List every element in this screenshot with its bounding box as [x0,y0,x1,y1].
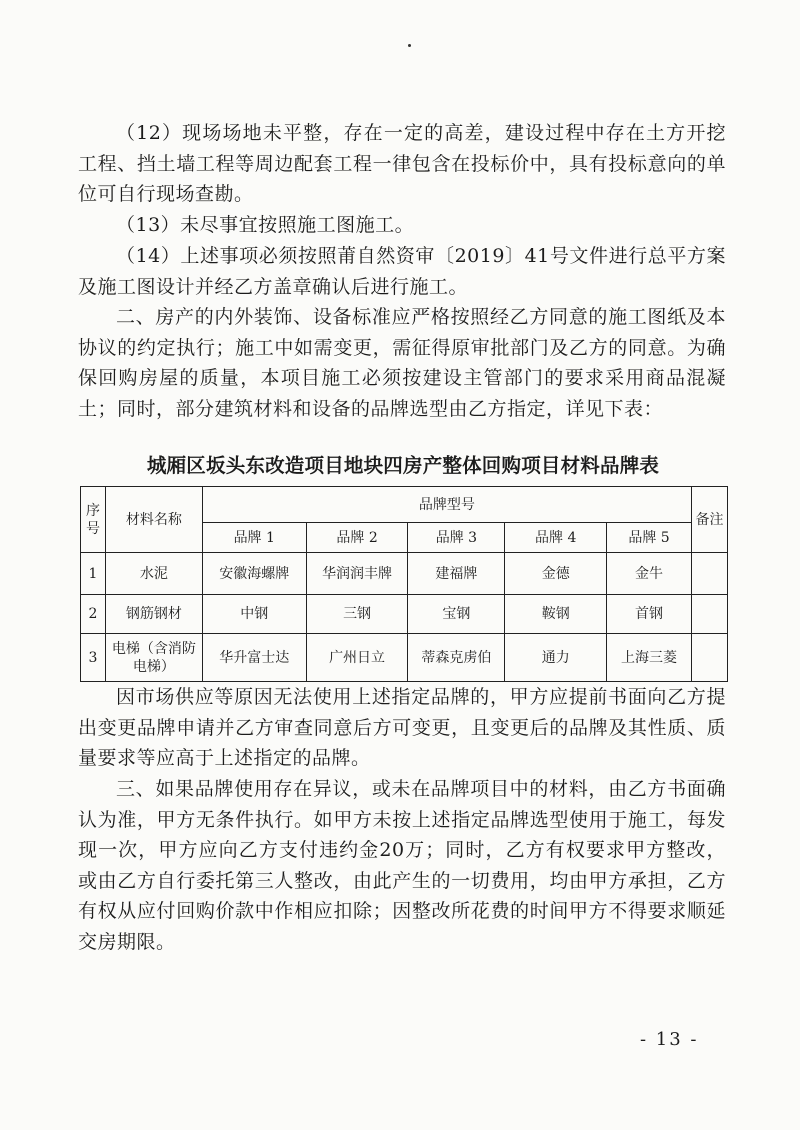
clause-14: （14）上述事项必须按照莆自然资审〔2019〕41号文件进行总平方案及施工图设计并经乙方盖章确认后进行施工。 [78,245,726,298]
header-seq: 序号 [81,487,106,553]
table-row [81,595,728,634]
row-material: 水泥 [105,553,202,595]
page-number: - 13 - [640,1029,699,1050]
header-brand-group: 品牌型号 [202,487,691,523]
row-brand: 金德 [505,553,607,595]
table-row [81,553,728,595]
row-remark [691,634,727,682]
row-brand: 中钢 [202,595,306,634]
row-brand: 宝钢 [408,595,505,634]
header-brand-4: 品牌 4 [505,523,607,553]
row-brand: 通力 [505,634,607,682]
row-seq: 2 [81,595,106,634]
row-brand: 蒂森克虏伯 [408,634,505,682]
header-material: 材料名称 [105,487,202,553]
row-seq: 1 [81,553,106,595]
table-row [81,634,728,682]
section-three: 三、如果品牌使用存在异议，或未在品牌项目中的材料，由乙方书面确认为准，甲方无条件执行。如甲方未按上述指定品牌选型使用于施工，每发现一次，甲方应向乙方支付违约金20万；同时，乙方有权要求甲方整改，或由乙方自行委托第三人整改，由此产生的一切费用，均由甲方承担，乙方有权从应付回购价款中作相应扣除；因整改所花费的时间甲方不得要求顺延交房期限。 [78,778,726,953]
table-title: 城厢区坂头东改造项目地块四房产整体回购项目材料品牌表 [146,454,660,477]
clause-12: （12）现场场地未平整，存在一定的高差，建设过程中存在土方开挖工程、挡土墙工程等周边配套工程一律包含在投标价中，具有投标意向的单位可自行现场查勘。 [78,122,726,205]
row-remark [691,553,727,595]
row-material: 电梯（含消防电梯） [105,634,202,682]
scan-speck [408,44,411,47]
row-brand: 首钢 [607,595,692,634]
row-brand: 安徽海螺牌 [202,553,306,595]
row-brand: 上海三菱 [607,634,692,682]
row-material: 钢筋钢材 [105,595,202,634]
row-remark [691,595,727,634]
header-brand-2: 品牌 2 [306,523,408,553]
row-brand: 金牛 [607,553,692,595]
row-brand: 鞍钢 [505,595,607,634]
header-brand-1: 品牌 1 [202,523,306,553]
row-brand: 建福牌 [408,553,505,595]
section-two: 二、房产的内外装饰、设备标准应严格按照经乙方同意的施工图纸及本协议的约定执行；施工中如需变更，需征得原审批部门及乙方的同意。为确保回购房屋的质量，本项目施工必须按建设主管部门的要求采用商品混凝土；同时，部分建筑材料和设备的品牌选型由乙方指定，详见下表： [78,306,726,420]
clause-13: （13）未尽事宜按照施工图施工。 [116,214,415,236]
brand-table [80,486,728,682]
substitution-clause: 因市场供应等原因无法使用上述指定品牌的，甲方应提前书面向乙方提出变更品牌申请并乙方审查同意后方可变更，且变更后的品牌及其性质、质量要求等应高于上述指定的品牌。 [78,686,726,769]
row-brand: 三钢 [306,595,408,634]
header-brand-5: 品牌 5 [607,523,692,553]
row-brand: 华润润丰牌 [306,553,408,595]
row-brand: 广州日立 [306,634,408,682]
row-seq: 3 [81,634,106,682]
header-remark: 备注 [691,487,727,553]
row-brand: 华升富士达 [202,634,306,682]
header-brand-3: 品牌 3 [408,523,505,553]
